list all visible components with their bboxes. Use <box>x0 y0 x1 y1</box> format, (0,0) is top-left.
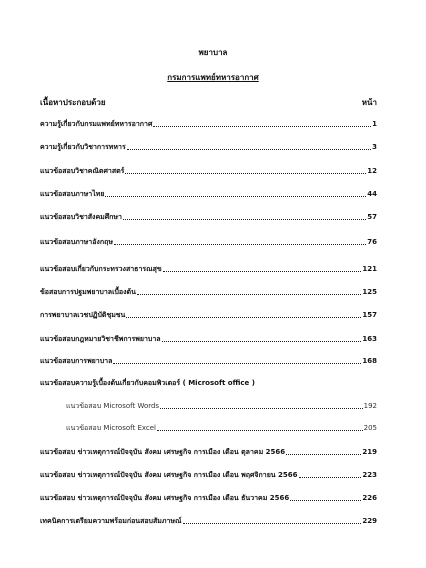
toc-page-number: 229 <box>362 517 377 525</box>
toc-label: แนวข้อสอบ Microsoft Words <box>66 402 160 410</box>
toc-leader <box>126 317 361 318</box>
toc-label: แนวข้อสอบภาษาไทย <box>40 190 105 198</box>
toc-leader <box>160 408 363 409</box>
toc-leader <box>153 126 371 127</box>
toc-label: การพยาบาลเวชปฏิบัติชุมชน <box>40 311 126 319</box>
toc-leader <box>105 196 366 197</box>
toc-subentry <box>66 399 377 411</box>
toc-leader <box>299 477 362 478</box>
toc-page-number: 205 <box>363 424 377 432</box>
toc-page-number: 76 <box>367 238 377 246</box>
toc-page-number: 44 <box>367 190 377 198</box>
toc-entry <box>40 235 377 247</box>
toc-label: แนวข้อสอบภาษาอังกฤษ <box>40 238 113 246</box>
toc-leader <box>137 294 362 295</box>
toc-page-number: 226 <box>362 494 377 502</box>
toc-leader <box>290 500 361 501</box>
toc-label: แนวข้อสอบเกี่ยวกับกระทรวงสาธารณสุข <box>40 265 162 273</box>
toc-entry <box>40 308 377 320</box>
toc-page-number: 1 <box>372 120 377 128</box>
toc-entry <box>40 445 377 457</box>
toc-entry <box>40 468 377 480</box>
toc-entry <box>40 285 377 297</box>
contents-heading: เนื้อหาประกอบด้วย <box>40 98 106 107</box>
page-column-heading: หน้า <box>361 98 377 107</box>
document-subtitle: กรมการแพทย์ทหารอากาศ <box>167 73 259 82</box>
toc-entry <box>40 164 377 176</box>
toc-page-number: 125 <box>362 288 377 296</box>
toc-label: แนวข้อสอบ Microsoft Excel <box>66 424 156 432</box>
toc-page-number: 168 <box>362 357 377 365</box>
document-title: พยาบาล <box>198 48 228 57</box>
toc-entry <box>40 210 377 222</box>
toc-label: ข้อสอบการปฐมพยาบาลเบื้องต้น <box>40 288 136 296</box>
toc-label: แนวข้อสอบกฎหมายวิชาชีพการพยาบาล <box>40 335 161 343</box>
toc-leader <box>114 244 366 245</box>
toc-entry <box>40 514 377 526</box>
toc-leader <box>162 341 362 342</box>
toc-leader <box>123 219 366 220</box>
toc-entry <box>40 354 377 366</box>
toc-page-number: 223 <box>362 471 377 479</box>
toc-entry <box>40 140 377 152</box>
toc-entry <box>40 332 377 344</box>
toc-page-number: 3 <box>372 143 377 151</box>
toc-label: แนวข้อสอบ ข่าวเหตุการณ์ปัจจุบัน สังคม เศรษฐกิจ การเมือง เดือน พฤศจิกายน 2566 <box>40 471 298 479</box>
toc-entry <box>40 117 377 129</box>
toc-label: แนวข้อสอบ ข่าวเหตุการณ์ปัจจุบัน สังคม เศรษฐกิจ การเมือง เดือน ตุลาคม 2566 <box>40 448 286 456</box>
toc-page-number: 12 <box>367 167 377 175</box>
toc-leader <box>163 271 362 272</box>
toc-leader <box>113 363 361 364</box>
toc-page-number: 157 <box>362 311 377 319</box>
toc-label: แนวข้อสอบการพยาบาล <box>40 357 113 365</box>
toc-label: แนวข้อสอบ ข่าวเหตุการณ์ปัจจุบัน สังคม เศรษฐกิจ การเมือง เดือน ธันวาคม 2566 <box>40 494 290 502</box>
toc-label: แนวข้อสอบวิชาสังคมศึกษา <box>40 213 122 221</box>
toc-entry <box>40 491 377 503</box>
toc-label: ความรู้เกี่ยวกับกรมแพทย์ทหารอากาศ <box>40 120 153 128</box>
toc-label: ความรู้เกี่ยวกับวิชาการทหาร <box>40 143 126 151</box>
toc-page-number: 121 <box>362 265 377 273</box>
toc-leader <box>157 430 363 431</box>
toc-section-heading <box>40 376 377 388</box>
toc-page-number: 192 <box>363 402 377 410</box>
toc-leader <box>183 523 362 524</box>
toc-label: เทคนิคการเตรียมความพร้อมก่อนสอบสัมภาษณ์ <box>40 517 182 525</box>
toc-entry <box>40 262 377 274</box>
toc-leader <box>125 173 366 174</box>
toc-leader <box>286 454 361 455</box>
toc-label: แนวข้อสอบความรู้เบื้องต้นเกี่ยวกับคอมพิวเตอร์ ( Microsoft office ) <box>40 379 255 387</box>
toc-page-number: 219 <box>362 448 377 456</box>
toc-entry <box>40 187 377 199</box>
toc-leader <box>127 149 371 150</box>
toc-page-number: 163 <box>362 335 377 343</box>
toc-page-number: 57 <box>367 213 377 221</box>
toc-subentry <box>66 421 377 433</box>
toc-label: แนวข้อสอบวิชาคณิตศาสตร์ <box>40 167 125 175</box>
